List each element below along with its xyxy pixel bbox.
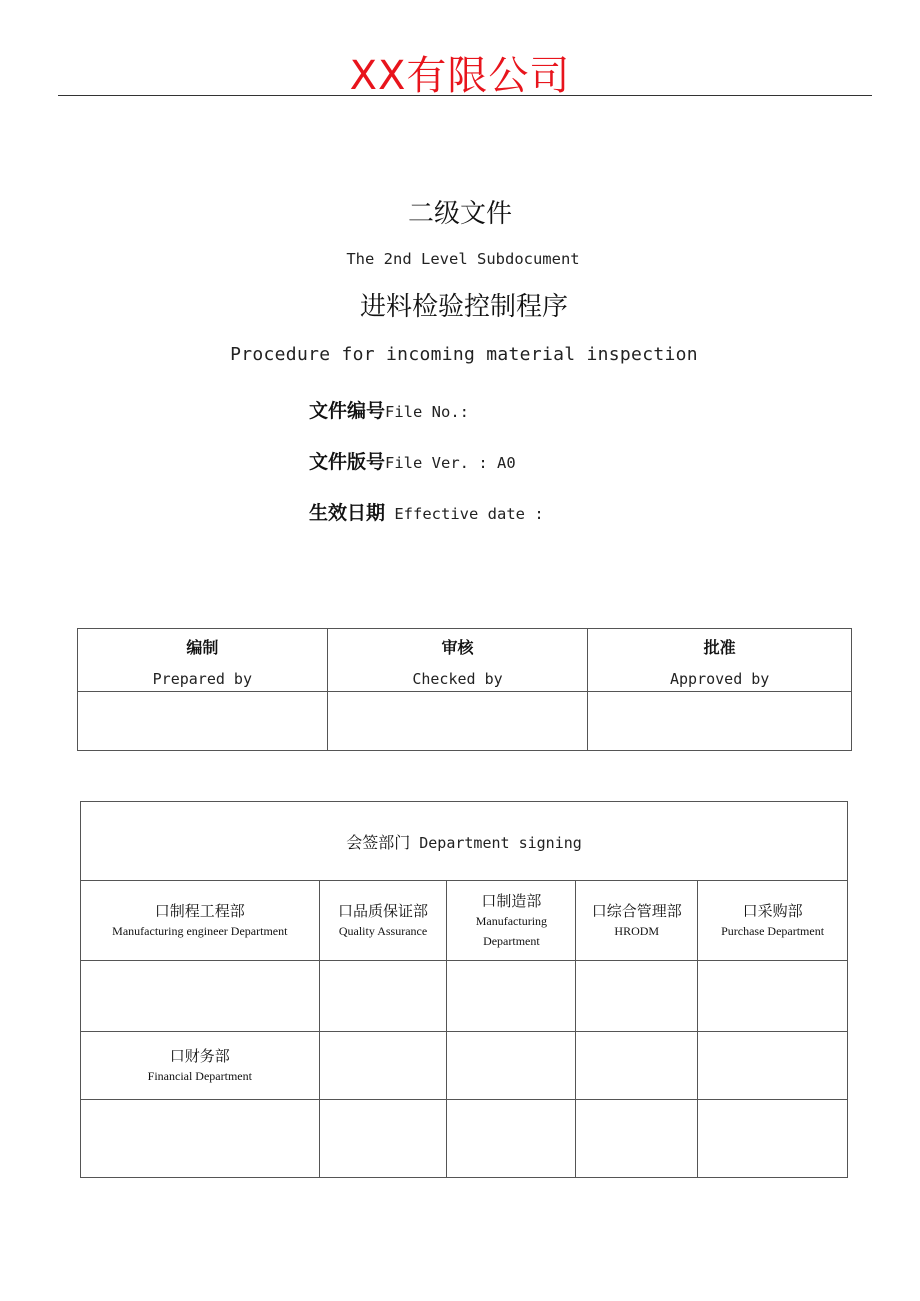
empty-cell <box>319 1032 447 1100</box>
dept-label-cn: 口采购部 <box>742 901 803 920</box>
file-version-line <box>309 447 516 474</box>
dept-label-en: Manufacturing Department <box>475 913 548 948</box>
checked-by-header <box>327 629 588 692</box>
file-number-label-cn: 文件编号 <box>309 400 386 422</box>
approved-by-header <box>588 629 852 692</box>
document-level-en: The 2nd Level Subdocument <box>346 250 580 268</box>
dept-label-en: HRODM <box>614 923 660 938</box>
dept-hrodm[interactable] <box>576 881 698 961</box>
dept-label-en: Manufacturing engineer Department <box>112 923 288 938</box>
department-signing-title <box>81 802 848 881</box>
department-signing-title-cn: 会签部门 <box>346 832 411 852</box>
empty-cell <box>319 1100 447 1178</box>
dept-financial[interactable] <box>81 1032 320 1100</box>
dept-purchase[interactable] <box>698 881 848 961</box>
approval-table <box>77 628 852 751</box>
dept-label-en: Purchase Department <box>721 923 825 938</box>
empty-cell <box>698 1032 848 1100</box>
file-version-label-cn: 文件版号 <box>309 451 386 473</box>
empty-cell <box>698 1100 848 1178</box>
department-signing-title-en: Department signing <box>410 833 582 852</box>
header-divider <box>58 95 872 96</box>
procedure-title-en: Procedure for incoming material inspection <box>230 344 698 365</box>
file-number-line <box>309 396 469 423</box>
checked-by-cn: 审核 <box>441 637 474 657</box>
file-version-label-en: File Ver. : A0 <box>385 454 516 472</box>
approved-by-signature-cell[interactable] <box>588 692 852 751</box>
dept-label-cn: 口财务部 <box>169 1046 230 1065</box>
dept-label-en: Financial Department <box>147 1068 252 1083</box>
prepared-by-en: Prepared by <box>152 669 252 688</box>
effective-date-line <box>309 498 544 525</box>
signature-cell[interactable] <box>447 961 576 1032</box>
empty-cell <box>447 1032 576 1100</box>
effective-date-label-cn: 生效日期 <box>309 502 386 524</box>
empty-cell <box>576 1032 698 1100</box>
effective-date-label-en: Effective date : <box>385 505 544 523</box>
signature-cell[interactable] <box>81 961 320 1032</box>
checked-by-signature-cell[interactable] <box>327 692 588 751</box>
signature-cell[interactable] <box>319 961 447 1032</box>
dept-label-en: Quality Assurance <box>338 923 428 938</box>
approved-by-cn: 批准 <box>703 637 736 657</box>
dept-label-cn: 口品质保证部 <box>338 901 429 920</box>
prepared-by-signature-cell[interactable] <box>78 692 328 751</box>
approved-by-en: Approved by <box>669 669 770 688</box>
prepared-by-cn: 编制 <box>186 637 219 657</box>
signature-cell[interactable] <box>698 961 848 1032</box>
empty-cell <box>576 1100 698 1178</box>
signature-cell[interactable] <box>81 1100 320 1178</box>
procedure-title-cn: 进料检验控制程序 <box>359 292 568 322</box>
dept-label-cn: 口制造部 <box>481 891 542 910</box>
dept-manufacturing-engineer[interactable] <box>81 881 320 961</box>
dept-quality-assurance[interactable] <box>319 881 447 961</box>
empty-cell <box>447 1100 576 1178</box>
signature-cell[interactable] <box>576 961 698 1032</box>
dept-label-cn: 口制程工程部 <box>154 901 245 920</box>
checked-by-en: Checked by <box>412 669 503 688</box>
department-signing-table <box>80 801 848 1178</box>
dept-manufacturing[interactable] <box>447 881 576 961</box>
company-name: XX有限公司 <box>349 53 571 99</box>
prepared-by-header <box>78 629 328 692</box>
dept-label-cn: 口综合管理部 <box>591 901 682 920</box>
document-level-cn: 二级文件 <box>407 199 512 229</box>
file-number-label-en: File No.: <box>385 403 470 421</box>
